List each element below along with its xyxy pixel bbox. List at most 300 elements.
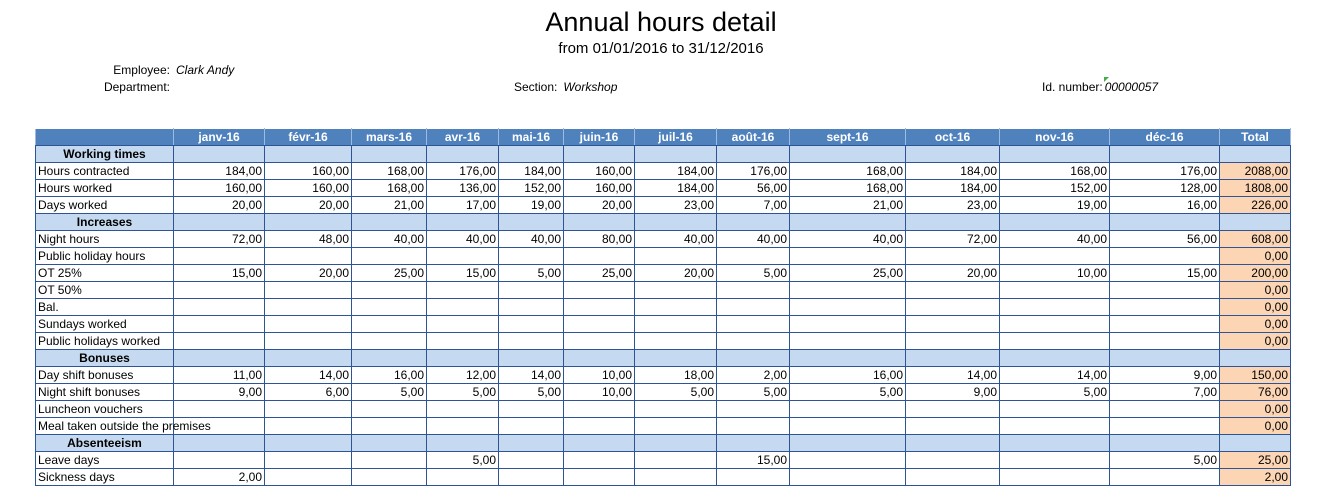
value-cell: [906, 282, 1000, 299]
report-period: from 01/01/2016 to 31/12/2016: [558, 40, 764, 57]
value-cell: [717, 299, 790, 316]
value-cell: [352, 418, 427, 435]
section-empty-cell: [635, 350, 717, 367]
employee-value: Clark Andy: [176, 63, 235, 77]
value-cell: [564, 469, 635, 486]
table-row: [36, 197, 1291, 214]
value-cell: [174, 299, 265, 316]
value-cell: [1000, 316, 1110, 333]
value-cell: 40,00: [790, 231, 906, 248]
section-empty-cell: [790, 435, 906, 452]
value-cell: [635, 469, 717, 486]
value-cell: [717, 401, 790, 418]
value-cell: [265, 401, 352, 418]
value-cell: 20,00: [906, 265, 1000, 282]
value-cell: 19,00: [499, 197, 564, 214]
section-empty-cell: [635, 146, 717, 163]
value-cell: 40,00: [717, 231, 790, 248]
value-cell: 25,00: [352, 265, 427, 282]
value-cell: [564, 282, 635, 299]
section-empty-cell: [1000, 350, 1110, 367]
value-cell: 184,00: [635, 180, 717, 197]
value-cell: 15,00: [717, 452, 790, 469]
value-cell: [265, 299, 352, 316]
section-empty-cell: [635, 435, 717, 452]
value-cell: [499, 282, 564, 299]
value-cell: [174, 248, 265, 265]
value-cell: [427, 248, 499, 265]
value-cell: [1110, 469, 1220, 486]
value-cell: 5,00: [352, 384, 427, 401]
header-cell-oct: oct-16: [906, 129, 1000, 146]
section-empty-cell: [174, 146, 265, 163]
value-cell: 56,00: [1110, 231, 1220, 248]
value-cell: 5,00: [635, 384, 717, 401]
value-cell: 40,00: [352, 231, 427, 248]
total-cell: 0,00: [1220, 248, 1291, 265]
value-cell: [1000, 333, 1110, 350]
value-cell: 19,00: [1000, 197, 1110, 214]
value-cell: [174, 333, 265, 350]
value-cell: 15,00: [1110, 265, 1220, 282]
value-cell: [427, 316, 499, 333]
value-cell: 176,00: [427, 163, 499, 180]
section-empty-cell: [717, 435, 790, 452]
section-empty-cell: [564, 146, 635, 163]
value-cell: 48,00: [265, 231, 352, 248]
value-cell: [499, 316, 564, 333]
value-cell: 184,00: [906, 163, 1000, 180]
value-cell: 40,00: [1000, 231, 1110, 248]
value-cell: [174, 316, 265, 333]
row-label: Day shift bonuses: [36, 367, 174, 384]
value-cell: 14,00: [499, 367, 564, 384]
value-cell: [427, 401, 499, 418]
value-cell: 5,00: [790, 384, 906, 401]
value-cell: [564, 401, 635, 418]
row-label: OT 50%: [36, 282, 174, 299]
table-row: [36, 367, 1291, 384]
value-cell: [635, 248, 717, 265]
value-cell: 21,00: [352, 197, 427, 214]
report-title: Annual hours detail: [545, 7, 777, 37]
section-empty-cell: [790, 146, 906, 163]
value-cell: 184,00: [499, 163, 564, 180]
value-cell: [1110, 299, 1220, 316]
value-cell: 168,00: [1000, 163, 1110, 180]
row-label: Meal taken outside the premises: [36, 418, 174, 435]
value-cell: [499, 248, 564, 265]
table-row: [36, 418, 1291, 435]
value-cell: [1000, 299, 1110, 316]
value-cell: 176,00: [717, 163, 790, 180]
total-cell: 2088,00: [1220, 163, 1291, 180]
id-number-value: 00000057: [1104, 80, 1159, 94]
section-empty-cell: [352, 350, 427, 367]
value-cell: [635, 401, 717, 418]
employee-label: Employee:: [113, 63, 170, 77]
total-cell: 0,00: [1220, 401, 1291, 418]
value-cell: 5,00: [1000, 384, 1110, 401]
value-cell: 9,00: [906, 384, 1000, 401]
value-cell: [1000, 248, 1110, 265]
value-cell: 5,00: [499, 265, 564, 282]
value-cell: [906, 248, 1000, 265]
section-empty-cell: [499, 146, 564, 163]
value-cell: 10,00: [564, 384, 635, 401]
value-cell: 72,00: [906, 231, 1000, 248]
section-empty-total-cell: [1220, 350, 1291, 367]
section-title: Absenteeism: [36, 435, 174, 452]
value-cell: [352, 299, 427, 316]
section-empty-cell: [906, 146, 1000, 163]
value-cell: 168,00: [352, 180, 427, 197]
value-cell: [635, 452, 717, 469]
header-cell-avr: avr-16: [427, 129, 499, 146]
value-cell: [174, 452, 265, 469]
value-cell: [790, 401, 906, 418]
table-row: [36, 282, 1291, 299]
row-label: Luncheon vouchers: [36, 401, 174, 418]
section-empty-cell: [352, 435, 427, 452]
value-cell: 5,00: [427, 452, 499, 469]
value-cell: 40,00: [635, 231, 717, 248]
table-row: [36, 452, 1291, 469]
header-cell-label: [36, 129, 174, 146]
value-cell: 16,00: [790, 367, 906, 384]
total-cell: 226,00: [1220, 197, 1291, 214]
section-empty-cell: [174, 214, 265, 231]
section-empty-cell: [265, 435, 352, 452]
total-cell: 1808,00: [1220, 180, 1291, 197]
total-cell: 0,00: [1220, 282, 1291, 299]
value-cell: 168,00: [352, 163, 427, 180]
value-cell: [1110, 418, 1220, 435]
value-cell: 128,00: [1110, 180, 1220, 197]
value-cell: [499, 418, 564, 435]
section-empty-cell: [427, 214, 499, 231]
value-cell: 168,00: [790, 180, 906, 197]
section-empty-cell: [1000, 435, 1110, 452]
value-cell: 152,00: [1000, 180, 1110, 197]
value-cell: 18,00: [635, 367, 717, 384]
id-number-info: [1042, 80, 1158, 94]
value-cell: 152,00: [499, 180, 564, 197]
value-cell: 184,00: [174, 163, 265, 180]
value-cell: [635, 418, 717, 435]
header-cell-janv: janv-16: [174, 129, 265, 146]
value-cell: 20,00: [174, 197, 265, 214]
section-empty-cell: [499, 350, 564, 367]
value-cell: [790, 316, 906, 333]
row-label: Night shift bonuses: [36, 384, 174, 401]
section-empty-cell: [635, 214, 717, 231]
value-cell: [427, 282, 499, 299]
section-empty-cell: [564, 350, 635, 367]
section-info: [514, 80, 617, 94]
value-cell: [790, 469, 906, 486]
department-info: [0, 80, 240, 94]
value-cell: 9,00: [174, 384, 265, 401]
value-cell: 25,00: [790, 265, 906, 282]
section-empty-cell: [265, 350, 352, 367]
section-title: Working times: [36, 146, 174, 163]
value-cell: [1110, 401, 1220, 418]
department-label: Department:: [103, 80, 170, 94]
header-cell-fevr: févr-16: [265, 129, 352, 146]
value-cell: 16,00: [352, 367, 427, 384]
value-cell: [790, 299, 906, 316]
value-cell: [1110, 316, 1220, 333]
value-cell: 15,00: [427, 265, 499, 282]
table-row: [36, 333, 1291, 350]
table-body: [36, 146, 1291, 486]
value-cell: [427, 469, 499, 486]
value-cell: 72,00: [174, 231, 265, 248]
value-cell: [265, 469, 352, 486]
value-cell: [717, 248, 790, 265]
section-empty-cell: [499, 214, 564, 231]
header-cell-nov: nov-16: [1000, 129, 1110, 146]
header-cell-mai: mai-16: [499, 129, 564, 146]
value-cell: [906, 401, 1000, 418]
value-cell: [717, 316, 790, 333]
value-cell: 23,00: [906, 197, 1000, 214]
value-cell: [352, 452, 427, 469]
value-cell: 160,00: [265, 180, 352, 197]
section-empty-cell: [717, 350, 790, 367]
value-cell: [906, 299, 1000, 316]
section-header-row: [36, 435, 1291, 452]
value-cell: 136,00: [427, 180, 499, 197]
section-empty-cell: [427, 350, 499, 367]
total-cell: 608,00: [1220, 231, 1291, 248]
value-cell: [1110, 333, 1220, 350]
section-empty-cell: [1000, 214, 1110, 231]
value-cell: [1110, 248, 1220, 265]
value-cell: [265, 316, 352, 333]
value-cell: [352, 316, 427, 333]
value-cell: [427, 299, 499, 316]
value-cell: [1000, 401, 1110, 418]
header-cell-sept: sept-16: [790, 129, 906, 146]
value-cell: [352, 401, 427, 418]
value-cell: 11,00: [174, 367, 265, 384]
section-empty-cell: [499, 435, 564, 452]
section-empty-cell: [906, 350, 1000, 367]
value-cell: 14,00: [265, 367, 352, 384]
value-cell: 21,00: [790, 197, 906, 214]
row-label: Sickness days: [36, 469, 174, 486]
value-cell: [717, 418, 790, 435]
value-cell: [265, 333, 352, 350]
value-cell: [906, 452, 1000, 469]
value-cell: [1000, 282, 1110, 299]
row-label: Bal.: [36, 299, 174, 316]
section-empty-cell: [906, 435, 1000, 452]
value-cell: 10,00: [564, 367, 635, 384]
value-cell: [564, 299, 635, 316]
value-cell: [1000, 418, 1110, 435]
table-row: [36, 384, 1291, 401]
value-cell: [352, 282, 427, 299]
id-number-label: Id. number:: [1042, 80, 1103, 94]
section-empty-cell: [717, 214, 790, 231]
value-cell: [265, 418, 352, 435]
value-cell: 14,00: [906, 367, 1000, 384]
value-cell: 25,00: [564, 265, 635, 282]
value-cell: 5,00: [427, 384, 499, 401]
section-empty-total-cell: [1220, 146, 1291, 163]
section-empty-cell: [790, 350, 906, 367]
row-label: Hours contracted: [36, 163, 174, 180]
section-empty-cell: [790, 214, 906, 231]
section-label: Section:: [514, 80, 558, 94]
section-header-row: [36, 350, 1291, 367]
value-cell: [265, 248, 352, 265]
value-cell: 12,00: [427, 367, 499, 384]
row-label: Sundays worked: [36, 316, 174, 333]
value-cell: 40,00: [427, 231, 499, 248]
table-row: [36, 180, 1291, 197]
section-header-row: [36, 146, 1291, 163]
section-empty-cell: [174, 435, 265, 452]
value-cell: 15,00: [174, 265, 265, 282]
value-cell: 184,00: [906, 180, 1000, 197]
row-label: Days worked: [36, 197, 174, 214]
section-empty-cell: [352, 214, 427, 231]
value-cell: [635, 282, 717, 299]
value-cell: [1110, 282, 1220, 299]
value-cell: [352, 333, 427, 350]
section-empty-cell: [174, 350, 265, 367]
table-row: [36, 248, 1291, 265]
total-cell: 0,00: [1220, 418, 1291, 435]
value-cell: 7,00: [1110, 384, 1220, 401]
header-cell-aout: août-16: [717, 129, 790, 146]
section-empty-total-cell: [1220, 435, 1291, 452]
value-cell: 160,00: [564, 163, 635, 180]
value-cell: 20,00: [635, 265, 717, 282]
value-cell: [564, 333, 635, 350]
section-empty-cell: [1110, 350, 1220, 367]
value-cell: 7,00: [717, 197, 790, 214]
section-empty-cell: [906, 214, 1000, 231]
section-empty-cell: [427, 435, 499, 452]
table-row: [36, 231, 1291, 248]
value-cell: [906, 469, 1000, 486]
value-cell: 20,00: [265, 265, 352, 282]
table-row: [36, 401, 1291, 418]
total-cell: 0,00: [1220, 333, 1291, 350]
table-row: [36, 469, 1291, 486]
header-cell-juin: juin-16: [564, 129, 635, 146]
header-cell-total: Total: [1220, 129, 1291, 146]
value-cell: 5,00: [717, 384, 790, 401]
value-cell: 16,00: [1110, 197, 1220, 214]
value-cell: [1000, 469, 1110, 486]
value-cell: [790, 418, 906, 435]
value-cell: [352, 248, 427, 265]
value-cell: [717, 333, 790, 350]
total-cell: 2,00: [1220, 469, 1291, 486]
value-cell: [352, 469, 427, 486]
value-cell: [635, 333, 717, 350]
value-cell: [906, 333, 1000, 350]
header-cell-juil: juil-16: [635, 129, 717, 146]
total-cell: 25,00: [1220, 452, 1291, 469]
value-cell: 5,00: [499, 384, 564, 401]
section-empty-cell: [352, 146, 427, 163]
section-empty-cell: [1110, 435, 1220, 452]
section-empty-cell: [1110, 146, 1220, 163]
value-cell: 56,00: [717, 180, 790, 197]
value-cell: 160,00: [564, 180, 635, 197]
value-cell: 17,00: [427, 197, 499, 214]
total-cell: 150,00: [1220, 367, 1291, 384]
value-cell: [790, 248, 906, 265]
row-label: Public holidays worked: [36, 333, 174, 350]
value-cell: [499, 333, 564, 350]
value-cell: [717, 469, 790, 486]
value-cell: 160,00: [265, 163, 352, 180]
value-cell: [790, 282, 906, 299]
section-empty-total-cell: [1220, 214, 1291, 231]
section-title: Increases: [36, 214, 174, 231]
value-cell: [427, 333, 499, 350]
table-row: [36, 316, 1291, 333]
section-empty-cell: [265, 214, 352, 231]
value-cell: [174, 401, 265, 418]
value-cell: 10,00: [1000, 265, 1110, 282]
total-cell: 76,00: [1220, 384, 1291, 401]
value-cell: [174, 282, 265, 299]
section-empty-cell: [717, 146, 790, 163]
section-empty-cell: [564, 214, 635, 231]
value-cell: [564, 316, 635, 333]
value-cell: 40,00: [499, 231, 564, 248]
value-cell: 5,00: [1110, 452, 1220, 469]
value-cell: 160,00: [174, 180, 265, 197]
section-title: Bonuses: [36, 350, 174, 367]
header-cell-dec: déc-16: [1110, 129, 1220, 146]
row-label: Public holiday hours: [36, 248, 174, 265]
value-cell: 168,00: [790, 163, 906, 180]
section-value: Workshop: [563, 80, 618, 94]
value-cell: [265, 282, 352, 299]
value-cell: [499, 452, 564, 469]
value-cell: 80,00: [564, 231, 635, 248]
value-cell: 6,00: [265, 384, 352, 401]
value-cell: [906, 418, 1000, 435]
value-cell: [499, 469, 564, 486]
section-header-row: [36, 214, 1291, 231]
value-cell: 2,00: [717, 367, 790, 384]
value-cell: [564, 248, 635, 265]
header-cell-mars: mars-16: [352, 129, 427, 146]
value-cell: [906, 316, 1000, 333]
row-label: Night hours: [36, 231, 174, 248]
row-label: Leave days: [36, 452, 174, 469]
value-cell: 5,00: [717, 265, 790, 282]
total-cell: 200,00: [1220, 265, 1291, 282]
annual-hours-table: [35, 128, 1291, 486]
value-cell: [790, 333, 906, 350]
value-cell: [635, 299, 717, 316]
value-cell: 20,00: [564, 197, 635, 214]
employee-info: [0, 63, 240, 77]
value-cell: 20,00: [265, 197, 352, 214]
